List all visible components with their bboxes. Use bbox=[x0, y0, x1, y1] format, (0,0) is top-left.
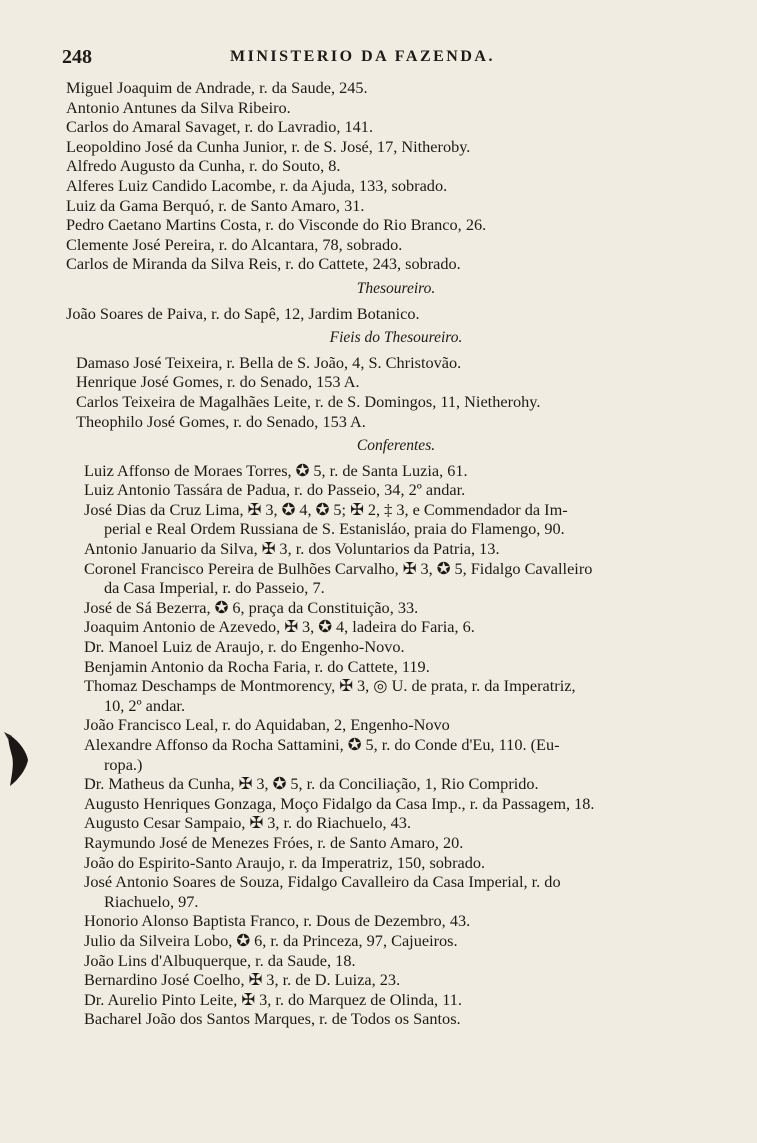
entry-line: Raymundo José de Menezes Fróes, r. de Santo Amaro, 20. bbox=[84, 832, 464, 852]
entry-line: Luiz Affonso de Moraes Torres, ✪ 5, r. de Santa Luzia, 61. bbox=[84, 460, 468, 480]
entry-continuation: Riachuelo, 97. bbox=[104, 891, 199, 911]
page-number: 248 bbox=[62, 46, 92, 68]
entry-continuation: 10, 2º andar. bbox=[104, 695, 186, 715]
entry-line: Antonio Antunes da Silva Ribeiro. bbox=[66, 97, 291, 117]
entry-line: Leopoldino José da Cunha Junior, r. de S. José, 17, Nitheroby. bbox=[66, 136, 471, 156]
entry-continuation: ropa.) bbox=[104, 754, 143, 774]
entry-line: Luiz da Gama Berquó, r. de Santo Amaro, 31. bbox=[66, 195, 365, 215]
entry-line: Thomaz Deschamps de Montmorency, ✠ 3, ◎ U. de prata, r. da Imperatriz, bbox=[84, 676, 576, 696]
entry-line: João do Espirito-Santo Araujo, r. da Imperatriz, 150, sobrado. bbox=[84, 852, 486, 872]
entry-line: Dr. Matheus da Cunha, ✠ 3, ✪ 5, r. da Conciliação, 1, Rio Comprido. bbox=[84, 774, 539, 794]
entry-line: Coronel Francisco Pereira de Bulhões Carvalho, ✠ 3, ✪ 5, Fidalgo Cavalleiro bbox=[84, 558, 593, 578]
entry-line: Carlos Teixeira de Magalhães Leite, r. de S. Domingos, 11, Nietherohy. bbox=[76, 391, 541, 411]
entry-continuation: perial e Real Ordem Russiana de S. Estanisláo, praia do Flamengo, 90. bbox=[104, 519, 565, 539]
entry-line: José de Sá Bezerra, ✪ 6, praça da Constituição, 33. bbox=[84, 597, 419, 617]
entry-line: José Dias da Cruz Lima, ✠ 3, ✪ 4, ✪ 5; ✠ 2, ‡ 3, e Commendador da Im- bbox=[84, 499, 568, 519]
entry-line: Carlos de Miranda da Silva Reis, r. do Cattete, 243, sobrado. bbox=[66, 254, 461, 274]
running-title: MINISTERIO DA FAZENDA. bbox=[230, 48, 495, 65]
entry-line: José Antonio Soares de Souza, Fidalgo Cavalleiro da Casa Imperial, r. do bbox=[84, 872, 561, 892]
entry-line: Alfredo Augusto da Cunha, r. do Souto, 8. bbox=[66, 156, 341, 176]
entry-line: Honorio Alonso Baptista Franco, r. Dous de Dezembro, 43. bbox=[84, 911, 471, 931]
section-heading-conferentes: Conferentes. bbox=[356, 437, 436, 455]
page-body bbox=[66, 78, 726, 1029]
entry-line: João Soares de Paiva, r. do Sapê, 12, Jardim Botanico. bbox=[66, 303, 420, 323]
page-header bbox=[60, 46, 700, 70]
entry-line: Damaso José Teixeira, r. Bella de S. João, 4, S. Christovão. bbox=[76, 352, 462, 372]
entry-line: Augusto Henriques Gonzaga, Moço Fidalgo da Casa Imp., r. da Passagem, 18. bbox=[84, 793, 595, 813]
entry-line: Luiz Antonio Tassára de Padua, r. do Passeio, 34, 2º andar. bbox=[84, 480, 466, 500]
entry-line: Alferes Luiz Candido Lacombe, r. da Ajuda, 133, sobrado. bbox=[66, 175, 448, 195]
entry-line: Miguel Joaquim de Andrade, r. da Saude, 245. bbox=[66, 78, 368, 97]
entry-line: Bacharel João dos Santos Marques, r. de Todos os Santos. bbox=[84, 1009, 461, 1029]
entry-line: João Francisco Leal, r. do Aquidaban, 2, Engenho-Novo bbox=[84, 715, 450, 735]
entry-line: Carlos do Amaral Savaget, r. do Lavradio, 141. bbox=[66, 117, 374, 137]
entry-line: João Lins d'Albuquerque, r. da Saude, 18. bbox=[84, 950, 356, 970]
entry-line: Clemente José Pereira, r. do Alcantara, 78, sobrado. bbox=[66, 234, 403, 254]
entry-line: Dr. Manoel Luiz de Araujo, r. do Engenho-Novo. bbox=[84, 637, 405, 657]
margin-ink-mark bbox=[0, 730, 32, 788]
entry-line: Joaquim Antonio de Azevedo, ✠ 3, ✪ 4, ladeira do Faria, 6. bbox=[84, 617, 475, 637]
entry-line: Bernardino José Coelho, ✠ 3, r. de D. Luiza, 23. bbox=[84, 970, 401, 990]
entry-line: Antonio Januario da Silva, ✠ 3, r. dos Voluntarios da Patria, 13. bbox=[84, 539, 500, 559]
entry-line: Benjamin Antonio da Rocha Faria, r. do Cattete, 119. bbox=[84, 656, 430, 676]
entry-continuation: da Casa Imperial, r. do Passeio, 7. bbox=[104, 578, 325, 598]
entry-line: Dr. Aurelio Pinto Leite, ✠ 3, r. do Marquez de Olinda, 11. bbox=[84, 989, 462, 1009]
section-heading-fieis: Fieis do Thesoureiro. bbox=[329, 329, 463, 347]
entry-line: Julio da Silveira Lobo, ✪ 6, r. da Princeza, 97, Cajueiros. bbox=[84, 930, 458, 950]
entry-line: Henrique José Gomes, r. do Senado, 153 A. bbox=[76, 372, 360, 392]
entry-line: Augusto Cesar Sampaio, ✠ 3, r. do Riachuelo, 43. bbox=[84, 813, 412, 833]
section-heading-thesoureiro: Thesoureiro. bbox=[356, 279, 436, 297]
entry-line: Pedro Caetano Martins Costa, r. do Visconde do Rio Branco, 26. bbox=[66, 215, 487, 235]
entry-line: Theophilo José Gomes, r. do Senado, 153 A. bbox=[76, 411, 366, 431]
entry-line: Alexandre Affonso da Rocha Sattamini, ✪ 5, r. do Conde d'Eu, 110. (Eu- bbox=[84, 735, 560, 754]
